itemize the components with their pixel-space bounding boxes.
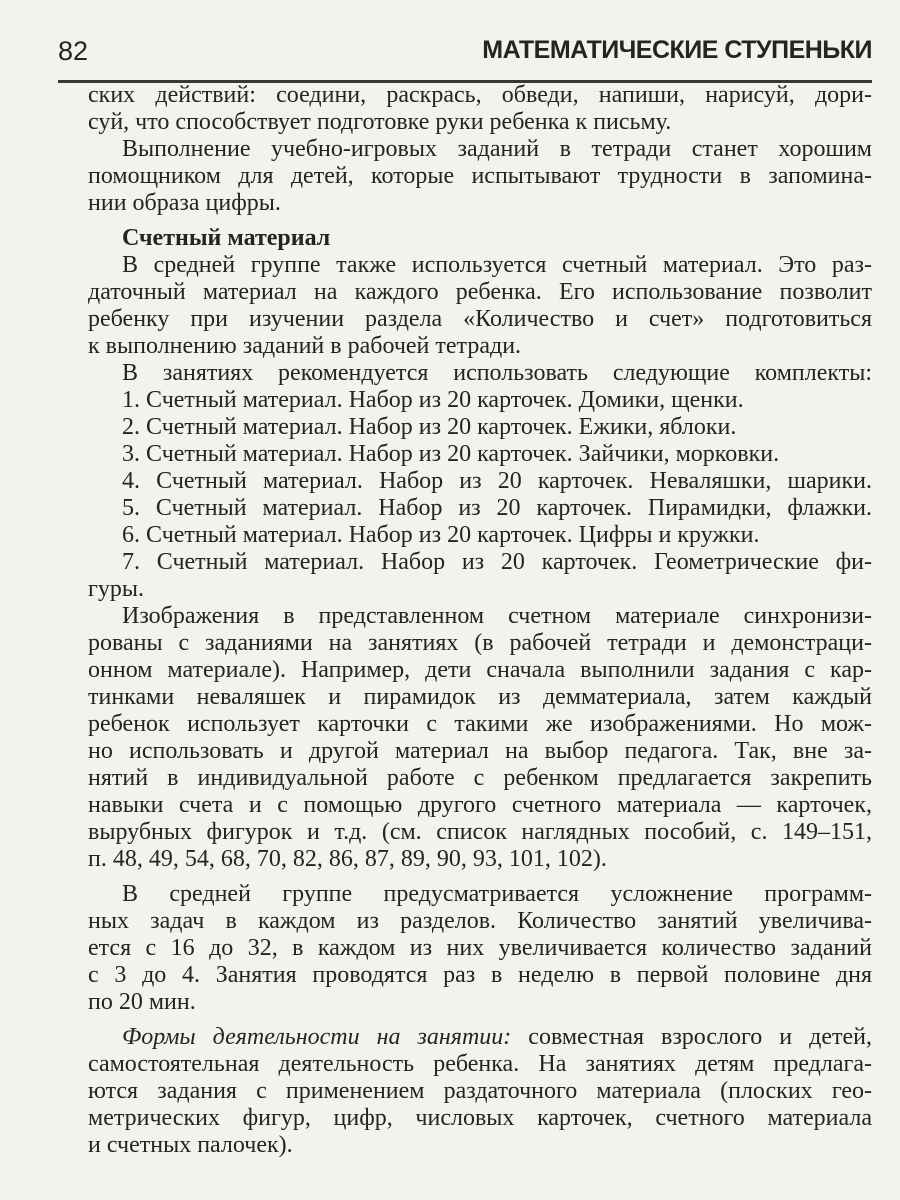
text-line xyxy=(88,765,872,792)
text-line xyxy=(88,333,872,360)
text-line xyxy=(88,163,872,190)
page-body-text xyxy=(88,82,872,1159)
line-text: ются задания с применением раздаточного материала (плоских гео- xyxy=(88,1078,872,1104)
text-line xyxy=(88,630,872,657)
line-text: по 20 мин. xyxy=(88,989,196,1015)
line-text: 1. Счетный материал. Набор из 20 карточек. Домики, щенки. xyxy=(122,387,744,413)
text-line xyxy=(88,549,872,576)
text-line xyxy=(88,306,872,333)
text-line xyxy=(88,82,872,109)
text-line xyxy=(88,1132,872,1159)
line-text: навыки счета и с помощью другого счетного материала — карточек, xyxy=(88,792,872,818)
line-text: 3. Счетный материал. Набор из 20 карточек. Зайчики, морковки. xyxy=(122,441,780,467)
line-text: Изображения в представленном счетном материале синхронизи- xyxy=(122,603,872,629)
text-line xyxy=(88,738,872,765)
line-text: В занятиях рекомендуется использовать следующие комплекты: xyxy=(122,360,872,386)
line-text: ребенок использует карточки с такими же изображениями. Но мож- xyxy=(88,711,872,737)
text-line xyxy=(88,603,872,630)
running-header xyxy=(58,28,872,83)
running-title: МАТЕМАТИЧЕСКИЕ СТУПЕНЬКИ xyxy=(482,36,872,64)
line-text: нии образа цифры. xyxy=(88,190,281,216)
line-text: с 3 до 4. Занятия проводятся раз в неделю в первой половине дня xyxy=(88,962,872,988)
text-line xyxy=(88,989,872,1016)
text-line xyxy=(88,935,872,962)
text-line xyxy=(88,1105,872,1132)
line-text: 2. Счетный материал. Набор из 20 карточек. Ежики, яблоки. xyxy=(122,414,737,440)
section-heading xyxy=(88,225,872,252)
line-text: В средней группе также используется счетный материал. Это раз- xyxy=(122,252,872,278)
line-text: Выполнение учебно-игровых заданий в тетради станет хорошим xyxy=(122,136,872,162)
line-text: к выполнению заданий в рабочей тетради. xyxy=(88,333,522,359)
line-text: даточный материал на каждого ребенка. Его использование позволит xyxy=(88,279,872,305)
line-text: помощником для детей, которые испытывают трудности в запомина- xyxy=(88,163,872,189)
text-line xyxy=(88,190,872,217)
text-line xyxy=(88,711,872,738)
line-text: самостоятельная деятельность ребенка. На занятиях детям предлага- xyxy=(88,1051,872,1077)
text-line xyxy=(88,846,872,873)
line-text: тинками неваляшек и пирамидок из демматериала, затем каждый xyxy=(88,684,872,710)
line-text: метрических фигур, цифр, числовых карточек, счетного материала xyxy=(88,1105,872,1131)
text-line xyxy=(88,279,872,306)
line-text: 4. Счетный материал. Набор из 20 карточек. Неваляшки, шарики. xyxy=(122,468,872,494)
text-line xyxy=(88,414,872,441)
text-line xyxy=(88,1024,872,1051)
text-line xyxy=(88,387,872,414)
line-text: нятий в индивидуальной работе с ребенком предлагается закрепить xyxy=(88,765,872,791)
text-line xyxy=(88,576,872,603)
italic-lead-in: Формы деятельности на занятии: xyxy=(122,1024,512,1050)
line-text: ских действий: соедини, раскрась, обведи, напиши, нарисуй, дори- xyxy=(88,82,872,108)
text-line xyxy=(88,684,872,711)
line-text: суй, что способствует подготовке руки ребенка к письму. xyxy=(88,109,672,135)
text-line xyxy=(88,962,872,989)
line-text: онном материале). Например, дети сначала выполнили задания с кар- xyxy=(88,657,872,683)
text-line xyxy=(88,136,872,163)
line-text: 5. Счетный материал. Набор из 20 карточек. Пирамидки, флажки. xyxy=(122,495,872,521)
text-line xyxy=(88,468,872,495)
line-text: п. 48, 49, 54, 68, 70, 82, 86, 87, 89, 90, 93, 101, 102). xyxy=(88,846,607,872)
text-line xyxy=(88,441,872,468)
line-text: совместная взрослого и детей, xyxy=(511,1024,872,1050)
text-line xyxy=(88,1051,872,1078)
line-text: ных задач в каждом из разделов. Количество занятий увеличива- xyxy=(88,908,872,934)
line-text: В средней группе предусматривается усложнение программ- xyxy=(122,881,872,907)
text-line xyxy=(88,109,872,136)
line-text: вырубных фигурок и т.д. (см. список наглядных пособий, с. 149–151, xyxy=(88,819,872,845)
line-text: и счетных палочек). xyxy=(88,1132,293,1158)
line-text: 7. Счетный материал. Набор из 20 карточек. Геометрические фи- xyxy=(122,549,872,575)
text-line xyxy=(88,792,872,819)
text-line xyxy=(88,1078,872,1105)
text-line xyxy=(88,360,872,387)
line-text: ребенку при изучении раздела «Количество и счет» подготовиться xyxy=(88,306,872,332)
text-line xyxy=(88,657,872,684)
line-text: 6. Счетный материал. Набор из 20 карточек. Цифры и кружки. xyxy=(122,522,760,548)
text-line xyxy=(88,819,872,846)
text-line xyxy=(88,495,872,522)
line-text: рованы с заданиями на занятиях (в рабочей тетради и демонстраци- xyxy=(88,630,872,656)
line-text: Счетный материал xyxy=(122,225,331,251)
text-line xyxy=(88,252,872,279)
text-line xyxy=(88,881,872,908)
text-line xyxy=(88,908,872,935)
line-text: гуры. xyxy=(88,576,144,602)
text-line xyxy=(88,522,872,549)
line-text: но использовать и другой материал на выбор педагога. Так, вне за- xyxy=(88,738,872,764)
page-number: 82 xyxy=(58,36,89,66)
line-text: ется с 16 до 32, в каждом из них увеличивается количество заданий xyxy=(88,935,872,961)
